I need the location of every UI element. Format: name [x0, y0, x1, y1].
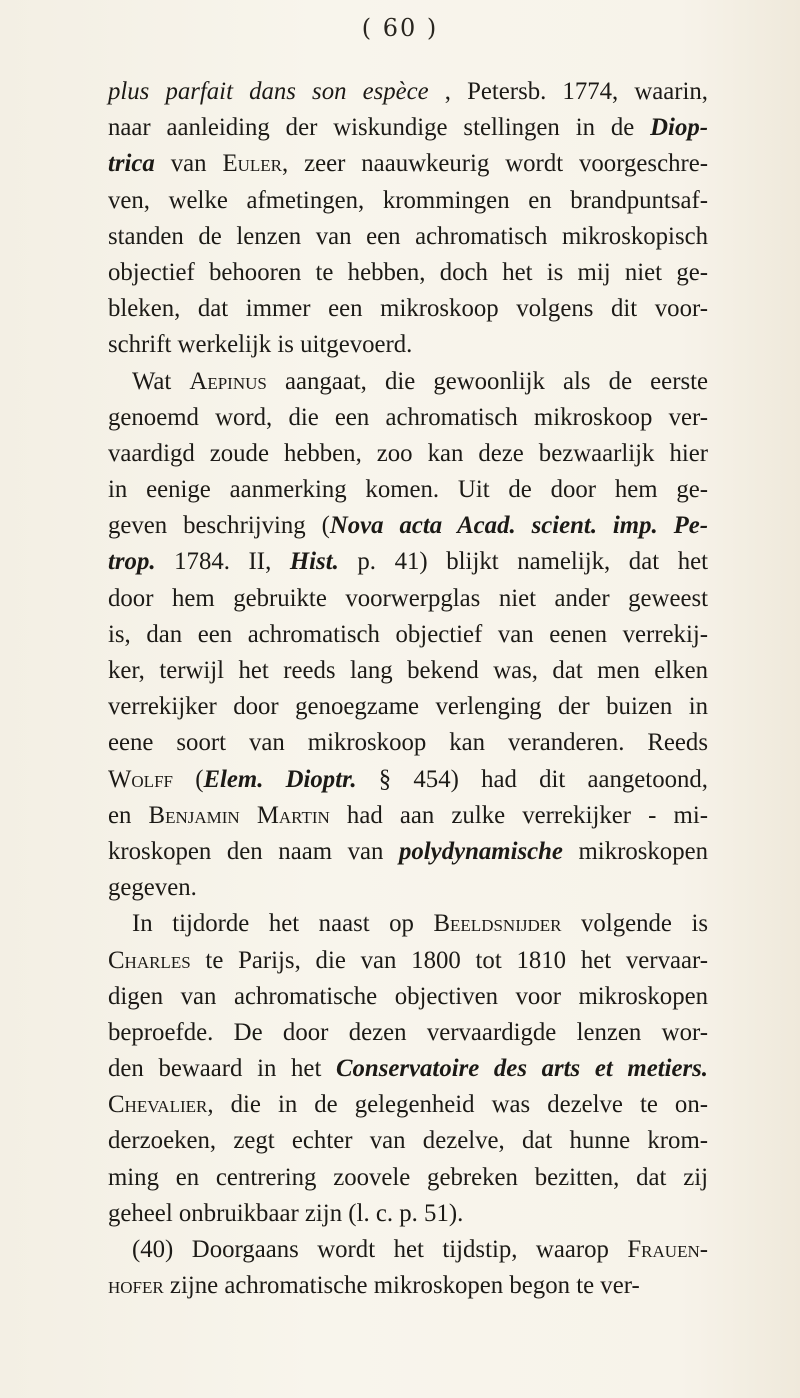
- emphasis-text: Elem. Dioptr.: [203, 765, 357, 793]
- text-segment: (: [172, 765, 204, 793]
- text-line: [108, 219, 708, 255]
- text-line: [108, 400, 708, 436]
- text-segment: geheel onbruikbaar zijn (l. c. p. 51).: [108, 1199, 464, 1227]
- text-segment: eene soort van mikroskoop kan veranderen. Reeds: [108, 729, 708, 757]
- text-segment: , die in de gelegenheid was dezelve te on-: [207, 1091, 708, 1119]
- text-segment: van: [154, 150, 223, 178]
- text-segment: verrekijker door genoegzame verlenging der buizen in: [108, 693, 708, 721]
- text-line: [108, 1196, 708, 1232]
- text-segment: en: [108, 801, 149, 829]
- text-line: [108, 110, 708, 146]
- text-line: [108, 508, 708, 544]
- text-segment: mikroskopen: [562, 837, 708, 865]
- text-line: [108, 472, 708, 508]
- text-segment: digen van achromatische objectiven voor mikroskopen: [108, 982, 708, 1010]
- text-segment: naar aanleiding der wiskundige stellingen in de: [108, 114, 651, 142]
- text-line: [108, 183, 708, 219]
- text-line: [108, 364, 708, 400]
- text-segment: , zeer naauwkeurig wordt voorgeschre-: [282, 150, 708, 178]
- emphasis-text: polydynamische: [399, 837, 563, 865]
- text-segment: kroskopen den naam van: [108, 837, 399, 865]
- text-segment: vaardigd zoude hebben, zoo kan deze bezwaarlijk hier: [108, 439, 708, 467]
- text-line: [108, 146, 708, 182]
- text-line: [108, 979, 708, 1015]
- emphasis-text: trop.: [108, 548, 156, 576]
- emphasis-text: trica: [108, 150, 155, 178]
- text-segment: , Petersb. 1774, waarin,: [428, 78, 709, 105]
- text-segment: schrift werkelijk is uitgevoerd.: [108, 331, 413, 359]
- text-line: [108, 581, 708, 617]
- text-segment: (40) Doorgaans wordt het tijdstip, waarop: [132, 1236, 628, 1263]
- text-segment: in eenige aanmerking komen. Uit de door hem ge-: [108, 476, 708, 504]
- text-segment: zijne achromatische mikroskopen begon te ver-: [163, 1272, 640, 1300]
- author-name: hofer: [108, 1272, 164, 1300]
- page-number: ( 60 ): [361, 14, 439, 42]
- author-name: Euler: [222, 150, 282, 178]
- text-line: [108, 327, 708, 363]
- text-segment: den bewaard in het: [108, 1055, 336, 1083]
- text-segment: genoemd word, die een achromatisch mikroskoop ver-: [108, 403, 708, 431]
- text-line: [108, 1015, 708, 1051]
- text-line: [108, 74, 708, 110]
- emphasis-text: Hist.: [289, 548, 339, 576]
- text-line: [108, 834, 708, 870]
- emphasis-text: plus parfait dans son espèce: [108, 78, 429, 105]
- text-line: [108, 1160, 708, 1196]
- text-segment: ker, terwijl het reeds lang bekend was, dat men elken: [108, 657, 708, 684]
- text-line: [108, 436, 708, 472]
- text-segment: door hem gebruikte voorwerpglas niet ander geweest: [108, 584, 708, 612]
- body-text: [108, 74, 708, 1304]
- text-line: [108, 762, 708, 798]
- text-segment: ming en centrering zoovele gebreken bezitten, dat zij: [108, 1163, 708, 1191]
- text-segment: standen de lenzen van een achromatisch mikroskopisch: [108, 222, 708, 250]
- text-segment: derzoeken, zegt echter van dezelve, dat hunne krom-: [108, 1127, 708, 1155]
- text-line: [108, 689, 708, 725]
- text-line: [108, 1268, 708, 1304]
- text-segment: te Parijs, die van 1800 tot 1810 het vervaar-: [190, 946, 708, 974]
- emphasis-text: Conservatoire des arts et metiers.: [335, 1055, 708, 1083]
- text-segment: 1784. II,: [155, 548, 290, 576]
- text-segment: is, dan een achromatisch objectief van eenen verrekij-: [108, 620, 708, 648]
- text-line: [108, 798, 708, 834]
- text-segment: In tijdorde het naast op: [132, 910, 434, 938]
- text-line: [108, 725, 708, 761]
- author-name: Chevalier: [108, 1091, 208, 1119]
- text-line: [108, 943, 708, 979]
- text-line: [108, 906, 708, 942]
- text-segment: aangaat, die gewoonlijk als de eerste: [266, 367, 708, 395]
- text-segment: beproefde. De door dezen vervaardigde lenzen wor-: [108, 1018, 708, 1046]
- text-line: [108, 1232, 708, 1268]
- text-line: [108, 1051, 708, 1087]
- text-line: [108, 255, 708, 291]
- text-segment: bleken, dat immer een mikroskoop volgens dit voor-: [108, 295, 708, 323]
- text-line: [108, 291, 708, 327]
- text-line: [108, 870, 708, 906]
- author-name: Aepinus: [189, 367, 267, 395]
- emphasis-text: Nova acta Acad. scient. imp. Pe-: [329, 512, 709, 540]
- emphasis-text: Diop-: [650, 114, 708, 142]
- author-name: Beeldsnijder: [433, 910, 562, 938]
- text-segment: gegeven.: [108, 874, 197, 902]
- text-segment: p. 41) blijkt namelijk, dat het: [338, 548, 708, 576]
- text-segment: geven beschrijving (: [108, 512, 330, 540]
- text-segment: ven, welke afmetingen, krommingen en brandpuntsaf-: [108, 186, 708, 214]
- text-line: [108, 1087, 708, 1123]
- author-name: Wolff: [108, 765, 173, 793]
- text-segment: volgende is: [561, 910, 708, 938]
- author-name: Benjamin Martin: [148, 801, 330, 829]
- text-line: [108, 653, 708, 689]
- author-name: Frauen-: [627, 1236, 708, 1263]
- text-segment: objectief behooren te hebben, doch het is mij niet ge-: [108, 258, 708, 286]
- author-name: Charles: [108, 946, 191, 974]
- text-segment: had aan zulke verrekijker - mi-: [329, 801, 708, 829]
- text-line: [108, 617, 708, 653]
- text-segment: Wat: [132, 367, 190, 395]
- text-line: [108, 544, 708, 580]
- text-segment: § 454) had dit aangetoond,: [356, 765, 708, 793]
- text-line: [108, 1123, 708, 1159]
